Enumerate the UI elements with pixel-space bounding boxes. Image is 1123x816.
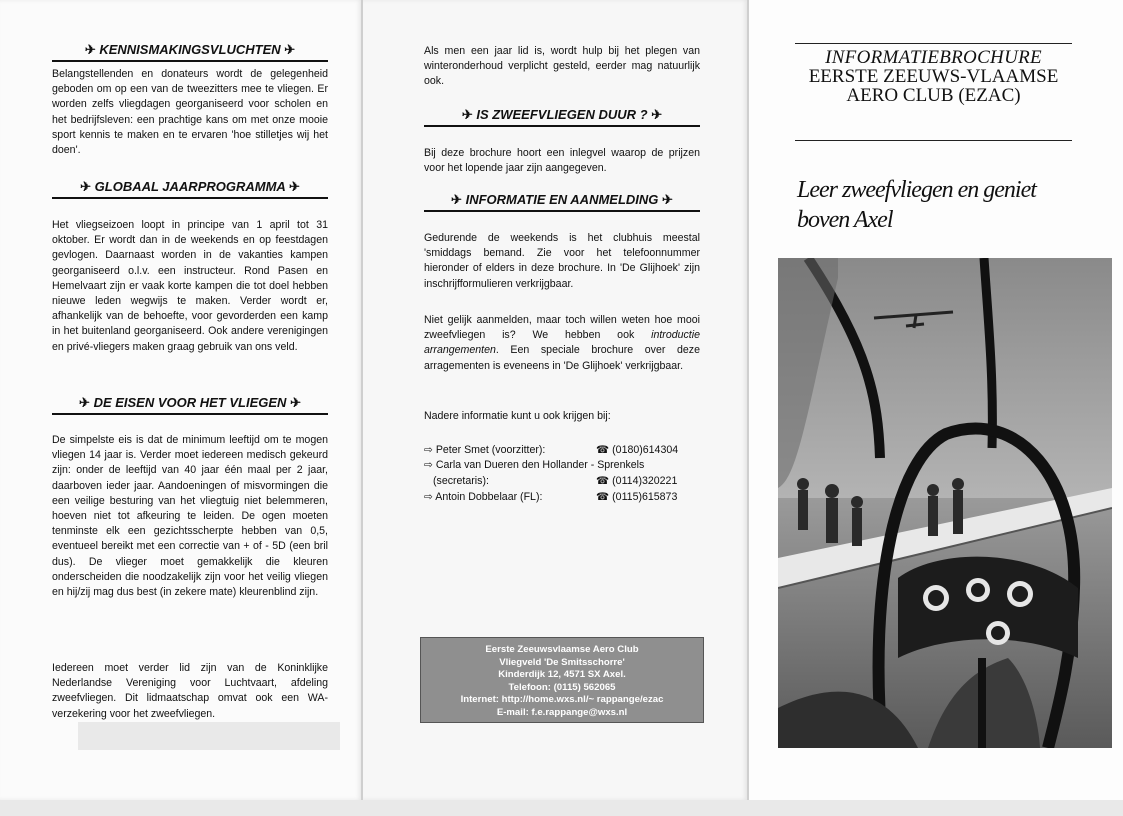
title-rule-bottom (795, 140, 1072, 141)
contact-row (433, 474, 489, 489)
phone-number: (0115)615873 (612, 491, 678, 503)
plane-icon: ✈ (80, 179, 92, 194)
plane-icon: ✈ (288, 179, 300, 194)
tagline-line: Leer zweefvliegen en geniet (797, 177, 1036, 203)
arrow-right-icon: ⇨ (424, 491, 433, 503)
plane-icon: ✈ (84, 42, 96, 57)
phone-number: (0180)614304 (612, 444, 679, 456)
eisen-text: De simpelste eis is dat de minimum leeftijd om te mogen vliegen 14 jaar is. Verder moet iedereen medisch gekeurd zijn: onder de leeftijd van 40 jaar één maal per 2 jaar, daarboven ieder jaar. Aandoeningen of misvormingen die een veilige besturing van het vliegtuig niet belemmeren, hoeven niet tot afkeuring te leiden. De ogen moeten tenminste elk een gezichtsscherpte hebben van 0,5, eventueel bereikt met een correctie van + of - 5D (een bril dus). De vlieger moet gemakkelijk die kleuren onderscheiden die noodzakelijk zijn voor het veilig vliegen en hij/zij mag dus best (in zekere mate) kleurenblind zijn. (52, 434, 328, 599)
heading-text: KENNISMAKINGSVLUCHTEN (99, 42, 281, 57)
plane-icon: ✈ (290, 395, 301, 410)
club-name: Eerste Zeeuwsvlaamse Aero Club (485, 644, 639, 655)
contact-name: Antoin Dobbelaar (FL): (435, 491, 543, 503)
heading-informatie (424, 192, 700, 212)
contact-row (424, 443, 545, 458)
glider-cockpit-photo (778, 258, 1112, 748)
jaarprogramma-text: Het vliegseizoen loopt in principe van 1 april tot 31 oktober. Er wordt dan in de weekends en op feestdagen gevlogen. Daarnaast worden in de vakanties kampen georganiseerd o.l.v. een instructeur. Rond Pasen en Hemelvaart zijn er vaak korte kampen die tot doel hebben nieuwe leden wegwijs te maken. Verder wordt er, afhankelijk van de behoefte, voor gevorderden een kamp in het buitenland georganiseerd. Ook andere verenigingen en privé-vliegers maken graag gebruik van ons veld. (52, 219, 328, 353)
introductie-arrangementen-emphasis: introductie arrangementen (424, 329, 700, 357)
show-through-shadow (78, 722, 340, 750)
introductie-text-b: . Een speciale brochure over deze arragementen is eveneens in 'De Glijhoek' verkrijgbaar. (424, 344, 700, 372)
plane-icon: ✈ (651, 107, 663, 122)
club-title-line: AERO CLUB (EZAC) (846, 85, 1021, 106)
phone-number: (0114)320221 (612, 475, 678, 487)
plane-icon: ✈ (461, 107, 473, 122)
contact-name: Peter Smet (voorzitter): (435, 444, 546, 456)
arrow-right-icon: ⇨ (424, 459, 433, 471)
winteronderhoud-text: Als men een jaar lid is, wordt hulp bij het plegen van winteronderhoud verplicht gesteld, eerder mag natuurlijk ook. (424, 45, 700, 88)
arrow-right-icon: ⇨ (424, 444, 433, 456)
airfield-name: Vliegveld 'De Smitsschorre' (499, 656, 625, 668)
cover-tagline (797, 175, 1097, 235)
street-address: Kinderdijk 12, 4571 SX Axel. (498, 669, 626, 681)
contact-phone (596, 443, 678, 458)
contact-row (424, 490, 542, 505)
club-phone: Telefoon: (0115) 562065 (508, 681, 616, 693)
heading-text: INFORMATIE EN AANMELDING (465, 192, 659, 207)
plane-icon: ✈ (284, 42, 296, 57)
club-address-box (420, 637, 704, 723)
heading-duur (424, 107, 700, 127)
heading-text: IS ZWEEFVLIEGEN DUUR ? (476, 107, 648, 122)
heading-jaarprogramma (52, 179, 328, 199)
informatie-text: Gedurende de weekends is het clubhuis meestal 'smiddags bemand. Zie voor het telefoonnummer hieronder of elders in deze brochure. In 'De Glijhoek' zijn inschrijfformulieren verkrijgbaar. (424, 232, 700, 290)
nadere-informatie-text: Nadere informatie kunt u ook krijgen bij: (424, 410, 611, 422)
heading-text: DE EISEN VOOR HET VLIEGEN (93, 395, 287, 410)
tagline-line: boven Axel (797, 207, 893, 233)
club-title-line: EERSTE ZEEUWS-VLAAMSE (808, 66, 1059, 87)
phone-icon: ☎ (596, 475, 610, 487)
contact-phone (596, 474, 677, 489)
heading-text: GLOBAAL JAARPROGRAMMA (94, 179, 286, 194)
fold-line (361, 0, 363, 800)
duur-text: Bij deze brochure hoort een inlegvel waarop de prijzen voor het lopende jaar zijn aangegeven. (424, 147, 700, 175)
fold-line (747, 0, 749, 800)
phone-icon: ☎ (596, 444, 610, 456)
plane-icon: ✈ (79, 395, 90, 410)
heading-kennismakingsvluchten (52, 42, 328, 62)
contact-name: Carla van Dueren den Hollander - Sprenkels (435, 459, 645, 471)
plane-icon: ✈ (662, 192, 673, 207)
phone-icon: ☎ (596, 491, 610, 503)
kennismaking-text: Belangstellenden en donateurs wordt de gelegenheid geboden om op een van de tweezitters mee te vliegen. Er worden zelfs vliegdagen georganiseerd voor scholen en het bedrijfsleven: een prachtige kans om met onze mooie sport kennis te maken en te ervaren 'hoe stilletjes wij het doen'. (52, 68, 328, 157)
email-link[interactable]: E-mail: f.e.rappange@wxs.nl (496, 706, 628, 718)
website-link[interactable]: Internet: http://home.wxs.nl/~ rappange/ezac (460, 694, 664, 706)
heading-eisen (52, 395, 328, 415)
brochure-title: INFORMATIEBROCHURE (825, 47, 1042, 68)
contact-row (424, 458, 644, 473)
lidmaatschap-text: Iedereen moet verder lid zijn van de Koninklijke Nederlandse Vereniging voor Luchtvaart, afdeling zweefvliegen. Dit lidmaatschap omvat ook een WA-verzekering voor het zweefvliegen. (52, 662, 328, 720)
contact-phone (596, 490, 677, 505)
plane-icon: ✈ (451, 192, 462, 207)
introductie-text-a: Niet gelijk aanmelden, maar toch willen weten hoe mooi zweefvliegen is? We hebben ook (424, 314, 700, 342)
introductie-text (424, 313, 700, 374)
title-rule-top (795, 43, 1072, 44)
contact-role: (secretaris): (433, 475, 489, 487)
